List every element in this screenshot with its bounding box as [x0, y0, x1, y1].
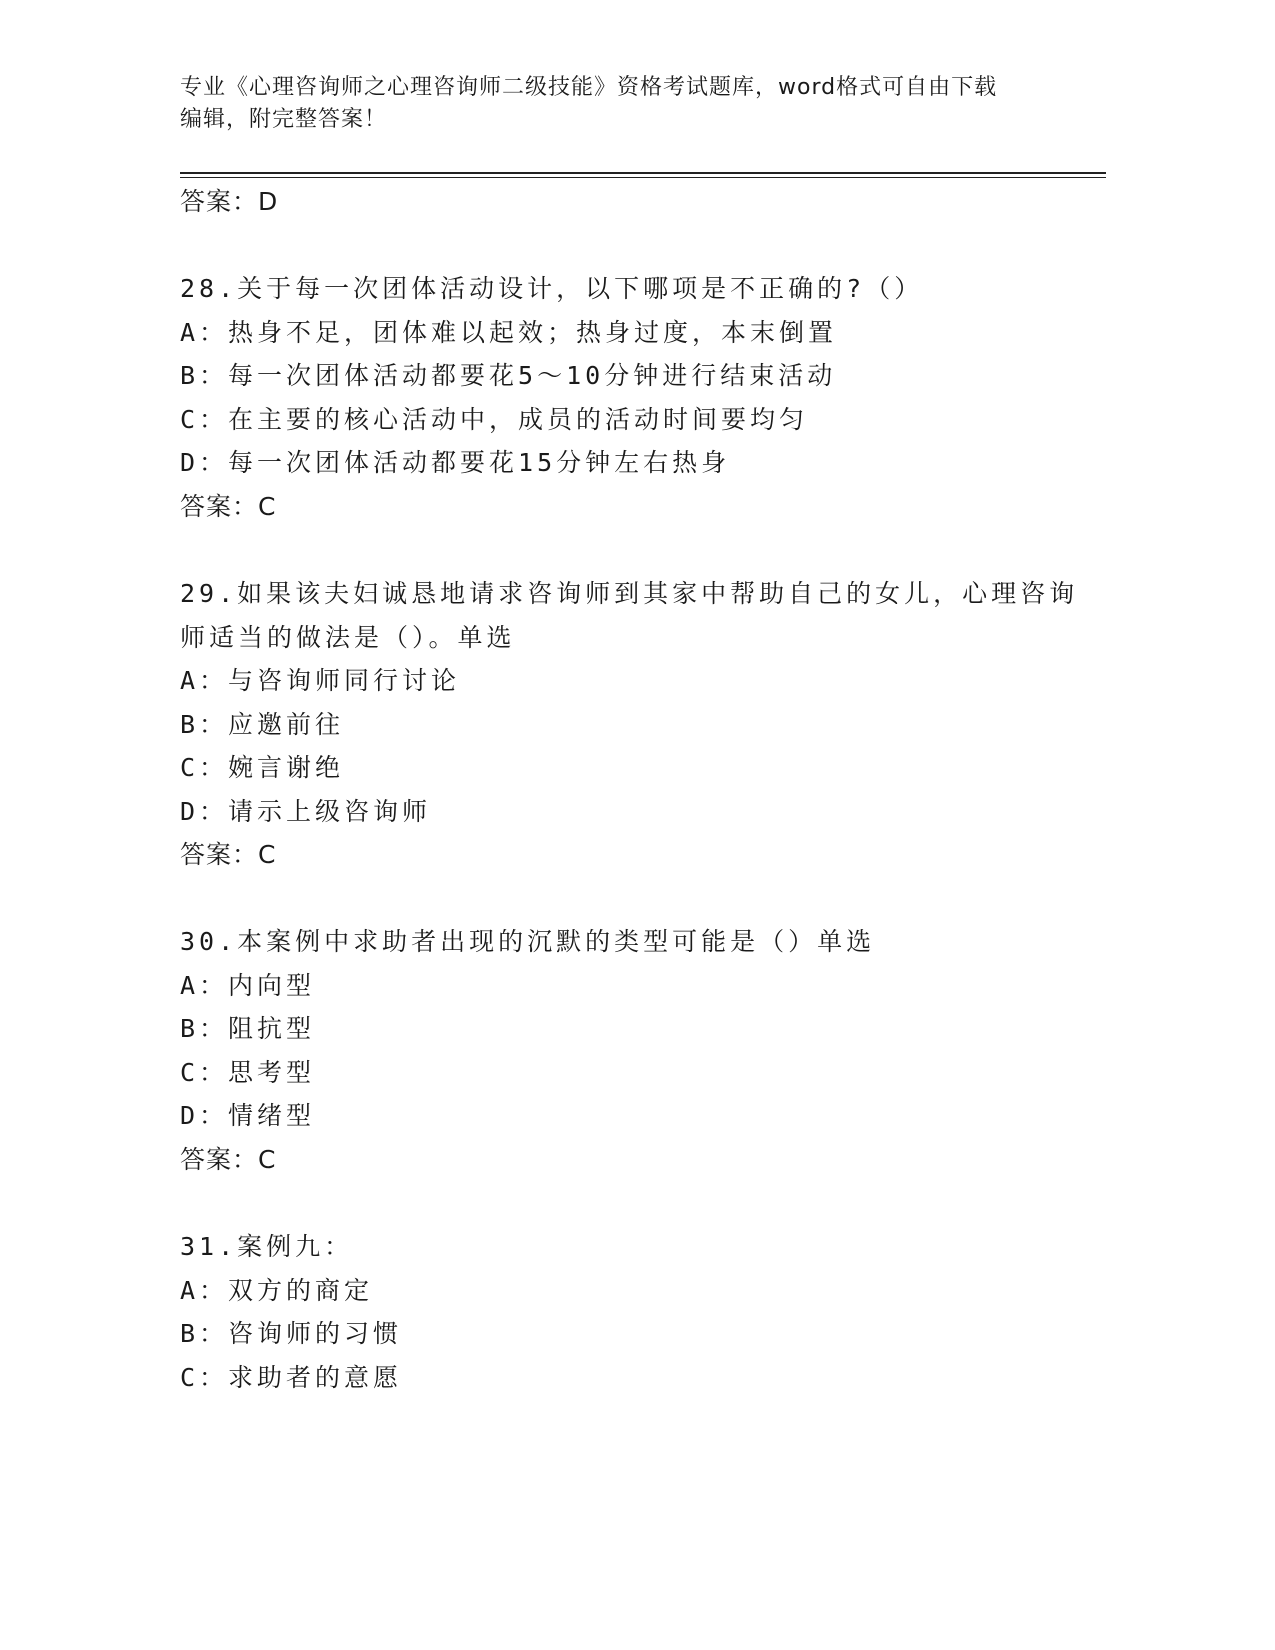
question-30-option-b: B：阻抗型: [180, 1014, 316, 1043]
question-29-option-b: B：应邀前往: [180, 710, 345, 739]
question-30-option-a: A：内向型: [180, 971, 316, 1000]
header-line-2: 编辑，附完整答案！: [180, 107, 388, 132]
header-line-1: 专业《心理咨询师之心理咨询师二级技能》资格考试题库，word格式可自由下载: [180, 75, 998, 100]
question-29-option-c: C：婉言谢绝: [180, 753, 345, 782]
header-rule-thick: [180, 172, 1106, 174]
question-31-stem: 31.案例九：: [180, 1232, 354, 1261]
question-28-option-a: A：热身不足，团体难以起效；热身过度，本末倒置: [180, 318, 838, 347]
question-30-option-d: D：情绪型: [180, 1101, 316, 1130]
question-30-option-c: C：思考型: [180, 1058, 316, 1087]
answer-29: 答案：C: [180, 840, 277, 869]
question-28-option-b: B：每一次团体活动都要花5～10分钟进行结束活动: [180, 361, 837, 390]
question-31-option-c: C：求助者的意愿: [180, 1363, 403, 1392]
answer-27: 答案：D: [180, 187, 279, 216]
question-29-option-a: A：与咨询师同行讨论: [180, 666, 461, 695]
answer-30: 答案：C: [180, 1145, 277, 1174]
header-rule-thin: [180, 177, 1106, 178]
question-31-option-a: A：双方的商定: [180, 1276, 374, 1305]
question-28-option-c: C：在主要的核心活动中，成员的活动时间要均匀: [180, 405, 809, 434]
document-header: [180, 72, 1040, 136]
question-29-stem-line-1: 29.如果该夫妇诚恳地请求咨询师到其家中帮助自己的女儿，心理咨询: [180, 579, 1079, 608]
question-28-stem: 28.关于每一次团体活动设计，以下哪项是不正确的?（）: [180, 274, 924, 303]
question-31-option-b: B：咨询师的习惯: [180, 1319, 403, 1348]
question-29-option-d: D：请示上级咨询师: [180, 797, 432, 826]
question-29-stem-line-2: 师适当的做法是（）。单选: [180, 623, 516, 652]
question-30-stem: 30.本案例中求助者出现的沉默的类型可能是（）单选: [180, 927, 876, 956]
question-28-option-d: D：每一次团体活动都要花15分钟左右热身: [180, 448, 731, 477]
answer-28: 答案：C: [180, 492, 277, 521]
